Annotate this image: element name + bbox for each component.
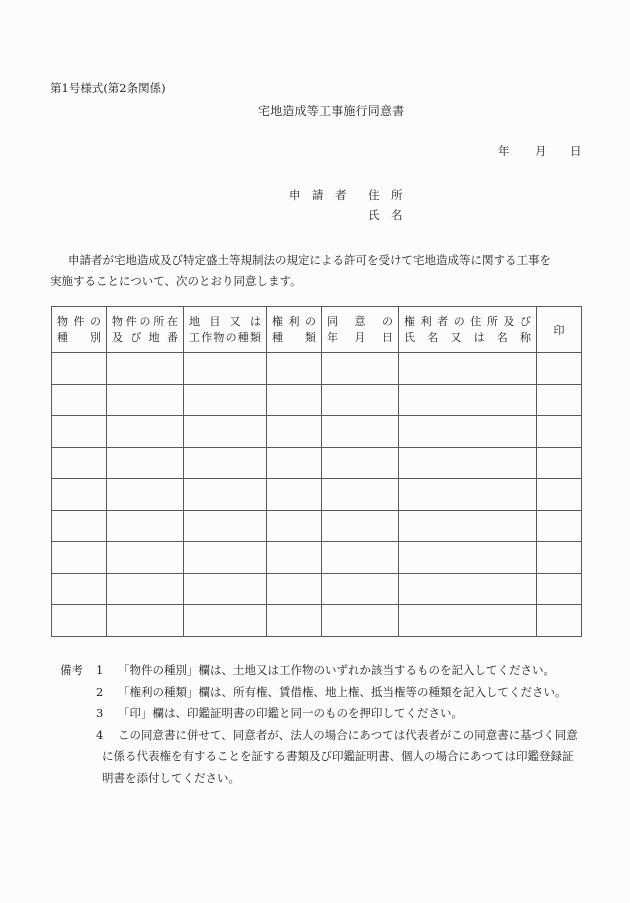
notes-label: 備考 [60, 663, 83, 677]
table-cell[interactable] [52, 542, 107, 574]
table-cell[interactable] [537, 510, 582, 542]
table-cell[interactable] [399, 353, 537, 385]
table-cell[interactable] [267, 479, 322, 511]
table-cell[interactable] [184, 542, 267, 574]
table-cell[interactable] [267, 384, 322, 416]
table-cell[interactable] [52, 573, 107, 605]
table-cell[interactable] [107, 447, 184, 479]
table-cell[interactable] [267, 353, 322, 385]
table-row [52, 353, 582, 385]
table-cell[interactable] [184, 605, 267, 637]
form-number: 第1号様式(第2条関係) [50, 81, 166, 95]
table-cell[interactable] [399, 416, 537, 448]
table-cell[interactable] [322, 605, 399, 637]
applicant-label: 申 請 者 [289, 188, 347, 202]
table-cell[interactable] [107, 479, 184, 511]
table-cell[interactable] [107, 353, 184, 385]
document-title: 宅地造成等工事施行同意書 [258, 104, 405, 118]
table-header-row [52, 307, 582, 353]
table-cell[interactable] [537, 447, 582, 479]
table-cell[interactable] [107, 416, 184, 448]
table-row [52, 605, 582, 637]
table-cell[interactable] [107, 384, 184, 416]
table-row [52, 573, 582, 605]
table-cell[interactable] [52, 384, 107, 416]
table-cell[interactable] [537, 605, 582, 637]
table-cell[interactable] [322, 384, 399, 416]
table-cell[interactable] [322, 416, 399, 448]
table-cell[interactable] [184, 447, 267, 479]
table-cell[interactable] [399, 479, 537, 511]
statement-line-1: 申請者が宅地造成及び特定盛土等規制法の規定による許可を受けて宅地造成等に関する工事を [68, 253, 551, 267]
table-cell[interactable] [537, 479, 582, 511]
table-cell[interactable] [52, 605, 107, 637]
table-cell[interactable] [267, 605, 322, 637]
table-row [52, 479, 582, 511]
table-cell[interactable] [184, 573, 267, 605]
table-cell[interactable] [184, 353, 267, 385]
table-cell[interactable] [267, 510, 322, 542]
header-land-category: 地目又は 工作物の種類 [184, 307, 267, 353]
table-cell[interactable] [107, 510, 184, 542]
table-cell[interactable] [322, 510, 399, 542]
table-cell[interactable] [107, 542, 184, 574]
table-cell[interactable] [399, 573, 537, 605]
header-property-type: 物件の 種別 [52, 307, 107, 353]
header-seal: 印 [537, 307, 582, 353]
table-cell[interactable] [537, 416, 582, 448]
table-cell[interactable] [322, 447, 399, 479]
table-cell[interactable] [267, 573, 322, 605]
table-row [52, 542, 582, 574]
table-cell[interactable] [322, 542, 399, 574]
table-cell[interactable] [52, 447, 107, 479]
table-row [52, 510, 582, 542]
address-label: 住 所 [368, 188, 403, 202]
table-cell[interactable] [399, 447, 537, 479]
table-cell[interactable] [537, 573, 582, 605]
table-cell[interactable] [267, 447, 322, 479]
date-month: 月 [535, 144, 547, 158]
table-cell[interactable] [267, 416, 322, 448]
table-row [52, 447, 582, 479]
table-cell[interactable] [537, 353, 582, 385]
table-cell[interactable] [399, 384, 537, 416]
header-right-type: 権利の 種類 [267, 307, 322, 353]
table-cell[interactable] [399, 605, 537, 637]
table-cell[interactable] [537, 384, 582, 416]
consent-statement [50, 250, 590, 292]
statement-line-2: 実施することについて、次のとおり同意します。 [50, 274, 302, 288]
table-cell[interactable] [184, 416, 267, 448]
name-label: 氏 名 [368, 208, 403, 222]
table-cell[interactable] [107, 605, 184, 637]
header-rightholder: 権利者の住所及び 氏名又は名称 [399, 307, 537, 353]
table-cell[interactable] [322, 479, 399, 511]
table-cell[interactable] [399, 510, 537, 542]
table-cell[interactable] [322, 573, 399, 605]
table-cell[interactable] [267, 542, 322, 574]
date-day: 日 [570, 144, 582, 158]
table-cell[interactable] [322, 353, 399, 385]
table-row [52, 416, 582, 448]
date-year: 年 [498, 144, 510, 158]
table-cell[interactable] [184, 510, 267, 542]
header-property-location: 物件の所在 及び地番 [107, 307, 184, 353]
table-cell[interactable] [52, 479, 107, 511]
table-cell[interactable] [399, 542, 537, 574]
table-cell[interactable] [52, 416, 107, 448]
table-cell[interactable] [184, 384, 267, 416]
table-cell[interactable] [107, 573, 184, 605]
consent-table [51, 306, 582, 637]
table-cell[interactable] [52, 510, 107, 542]
table-row [52, 384, 582, 416]
table-cell[interactable] [537, 542, 582, 574]
table-cell[interactable] [184, 479, 267, 511]
table-cell[interactable] [52, 353, 107, 385]
header-consent-date: 同意の 年月日 [322, 307, 399, 353]
